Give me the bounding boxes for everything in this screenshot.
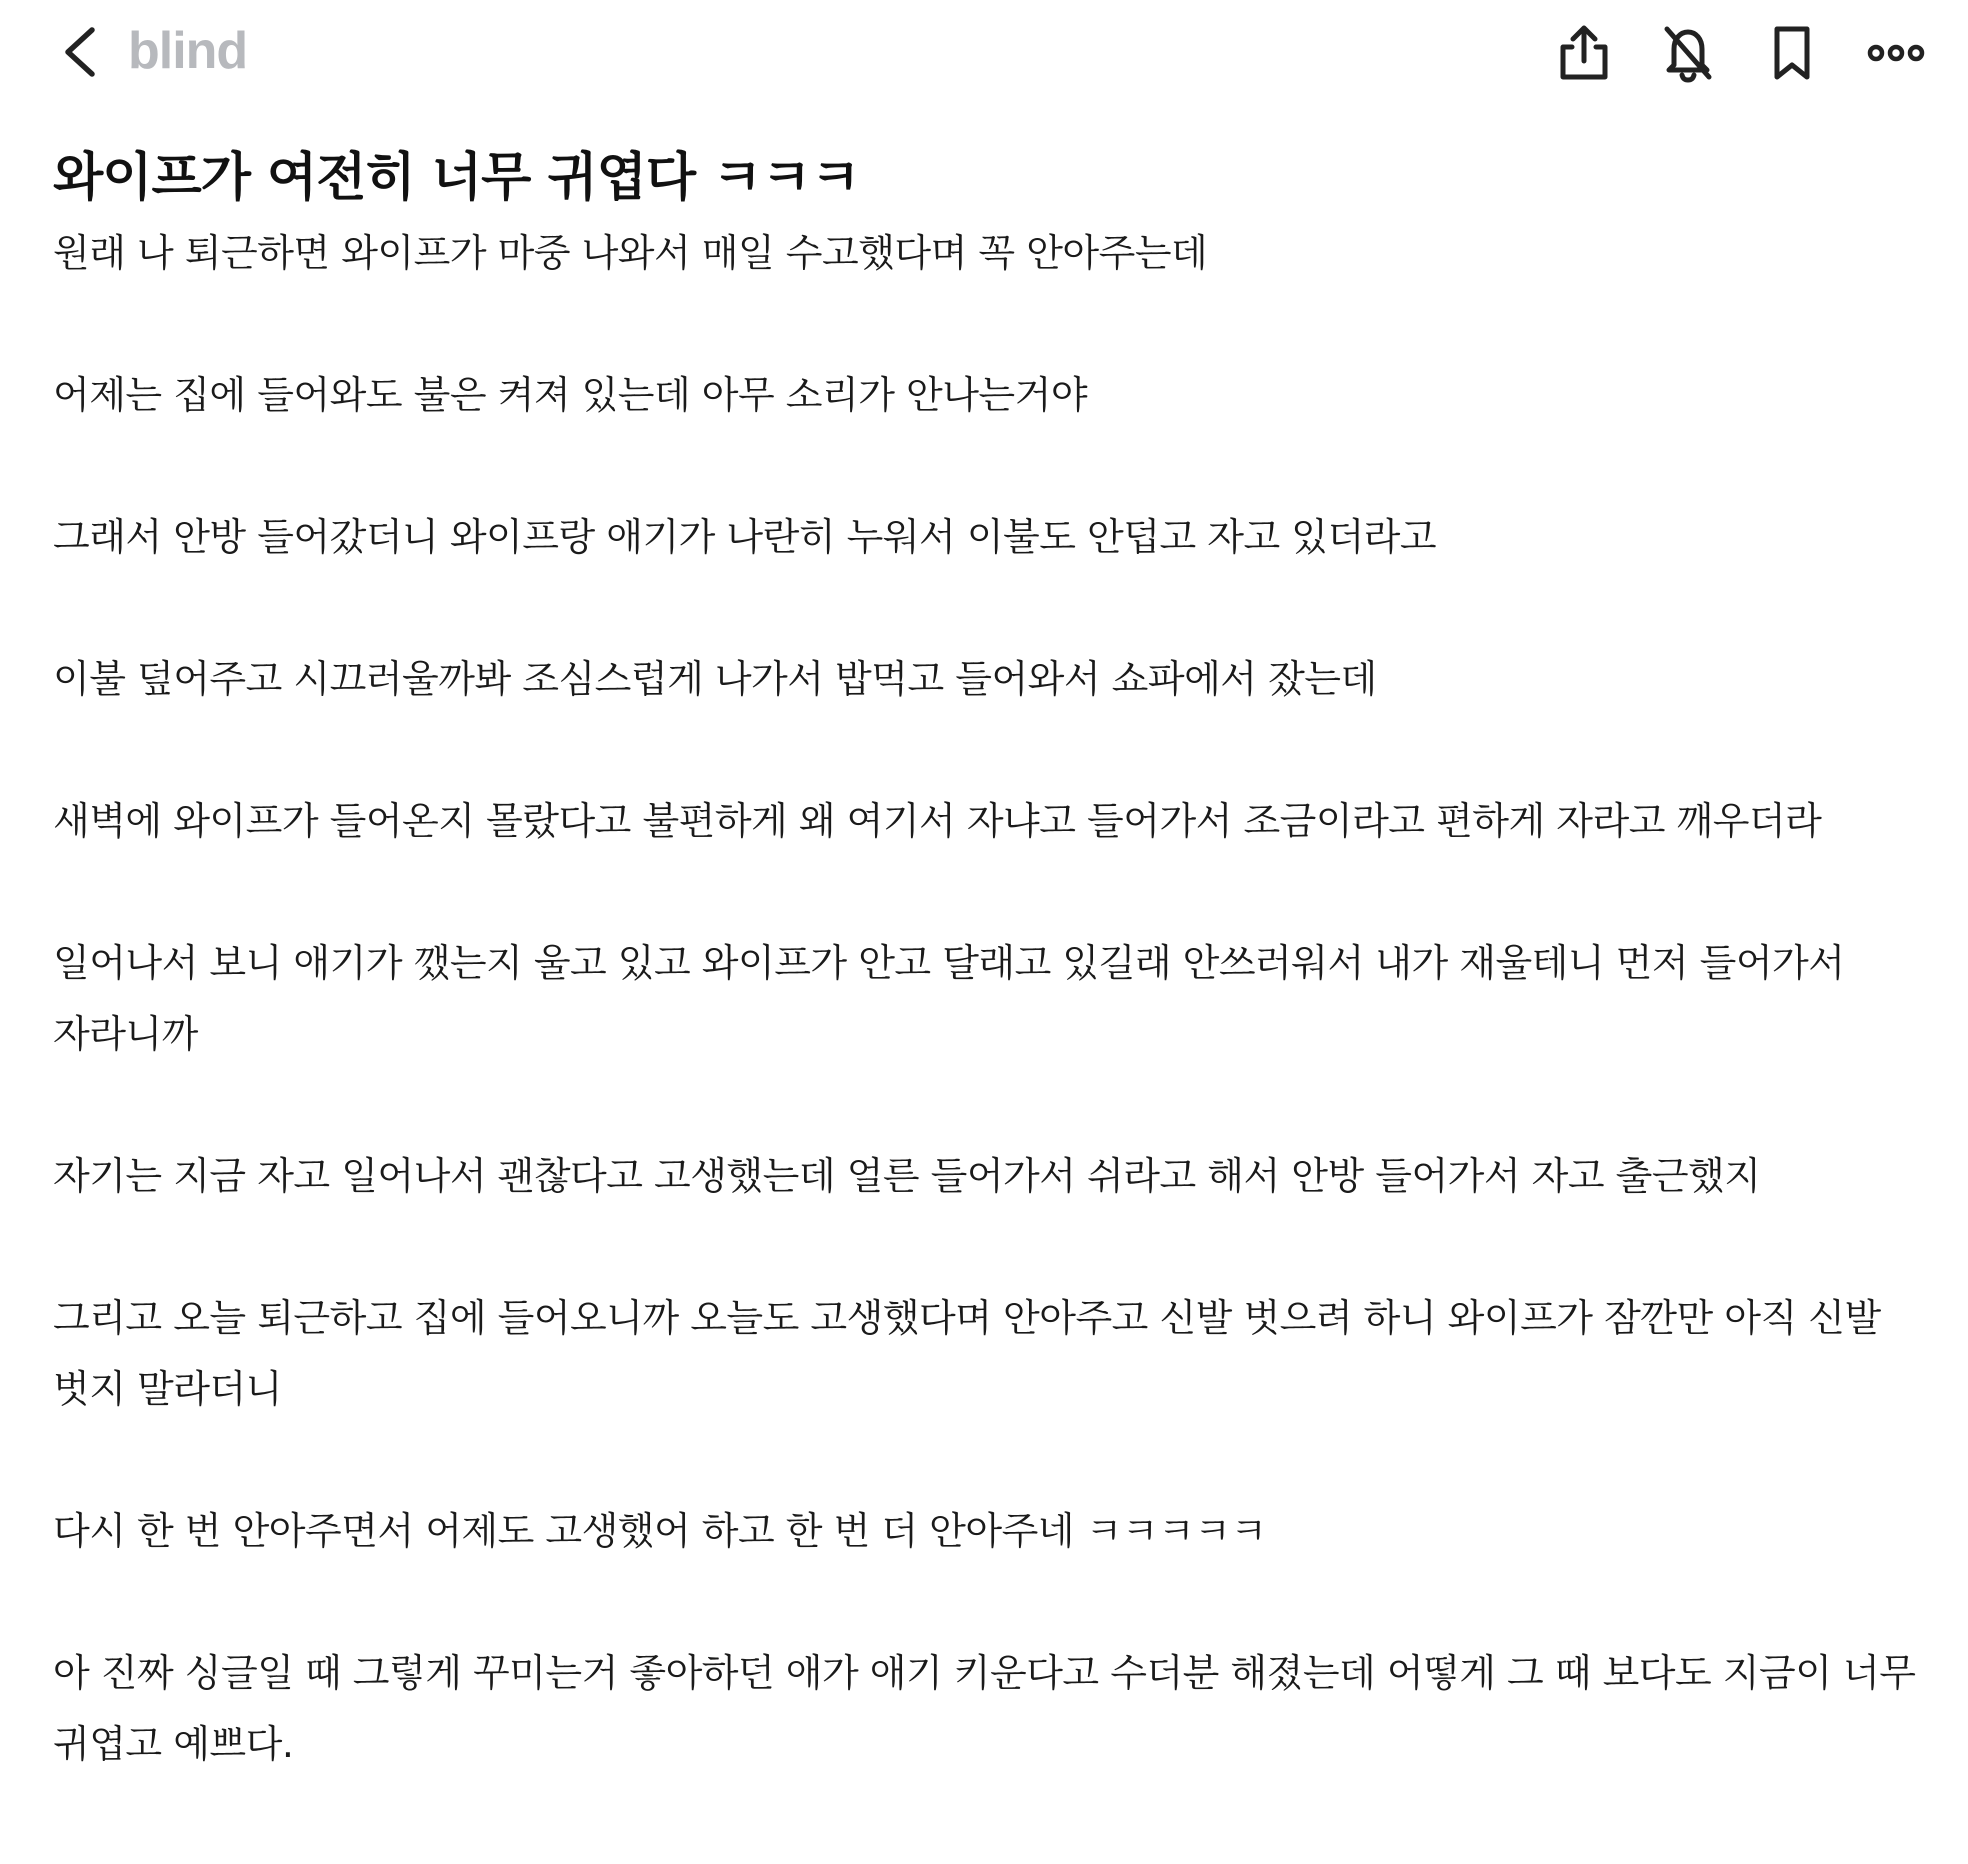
post-paragraph: 아 진짜 싱글일 때 그렇게 꾸미는거 좋아하던 애가 애기 키운다고 수더분 해졌는데 어떻게 그 때 보다도 지금이 너무 귀엽고 예쁘다. xyxy=(53,1651,1916,1766)
more-options-button[interactable] xyxy=(1864,21,1928,85)
toolbar-actions xyxy=(1512,18,1928,88)
post-content xyxy=(53,140,1923,1851)
post-paragraph: 그래서 안방 들어갔더니 와이프랑 애기가 나란히 누워서 이불도 안덥고 자고 있더라고 xyxy=(53,515,1437,559)
post-paragraph: 어제는 집에 들어와도 불은 켜져 있는데 아무 소리가 안나는거야 xyxy=(53,373,1088,417)
post-paragraph: 원래 나 퇴근하면 와이프가 마중 나와서 매일 수고했다며 꼭 안아주는데 xyxy=(53,231,1208,275)
post-paragraph: 일어나서 보니 애기가 깼는지 울고 있고 와이프가 안고 달래고 있길래 안쓰러워서 내가 재울테니 먼저 들어가서 자라니까 xyxy=(53,941,1845,1056)
notifications-toggle-button[interactable] xyxy=(1656,21,1720,85)
share-icon xyxy=(1556,23,1612,83)
post-body xyxy=(53,218,1923,1780)
post-title: 와이프가 여전히 너무 귀엽다 ㅋㅋㅋ xyxy=(53,148,860,208)
more-icon xyxy=(1866,41,1926,65)
share-button[interactable] xyxy=(1552,21,1616,85)
back-button[interactable] xyxy=(52,20,112,84)
post-paragraph: 자기는 지금 자고 일어나서 괜찮다고 고생했는데 얼른 들어가서 쉬라고 해서 안방 들어가서 자고 출근했지 xyxy=(53,1154,1761,1198)
post-paragraph: 그리고 오늘 퇴근하고 집에 들어오니까 오늘도 고생했다며 안아주고 신발 벗으려 하니 와이프가 잠깐만 아직 신발 벗지 말라더니 xyxy=(53,1296,1881,1411)
top-bar xyxy=(0,0,1968,110)
notifications-off-icon xyxy=(1660,23,1716,83)
blind-logo[interactable]: blind xyxy=(128,22,248,80)
post-paragraph: 새벽에 와이프가 들어온지 몰랐다고 불편하게 왜 여기서 자냐고 들어가서 조금이라고 편하게 자라고 깨우더라 xyxy=(53,799,1822,843)
post-paragraph: 이불 덮어주고 시끄러울까봐 조심스럽게 나가서 밥먹고 들어와서 쇼파에서 잤는데 xyxy=(53,657,1377,701)
back-icon xyxy=(52,20,112,84)
post-paragraph: 다시 한 번 안아주면서 어제도 고생했어 하고 한 번 더 안아주네 ㅋㅋㅋㅋㅋ xyxy=(53,1509,1267,1553)
bookmark-button[interactable] xyxy=(1760,21,1824,85)
bookmark-icon xyxy=(1768,23,1816,83)
